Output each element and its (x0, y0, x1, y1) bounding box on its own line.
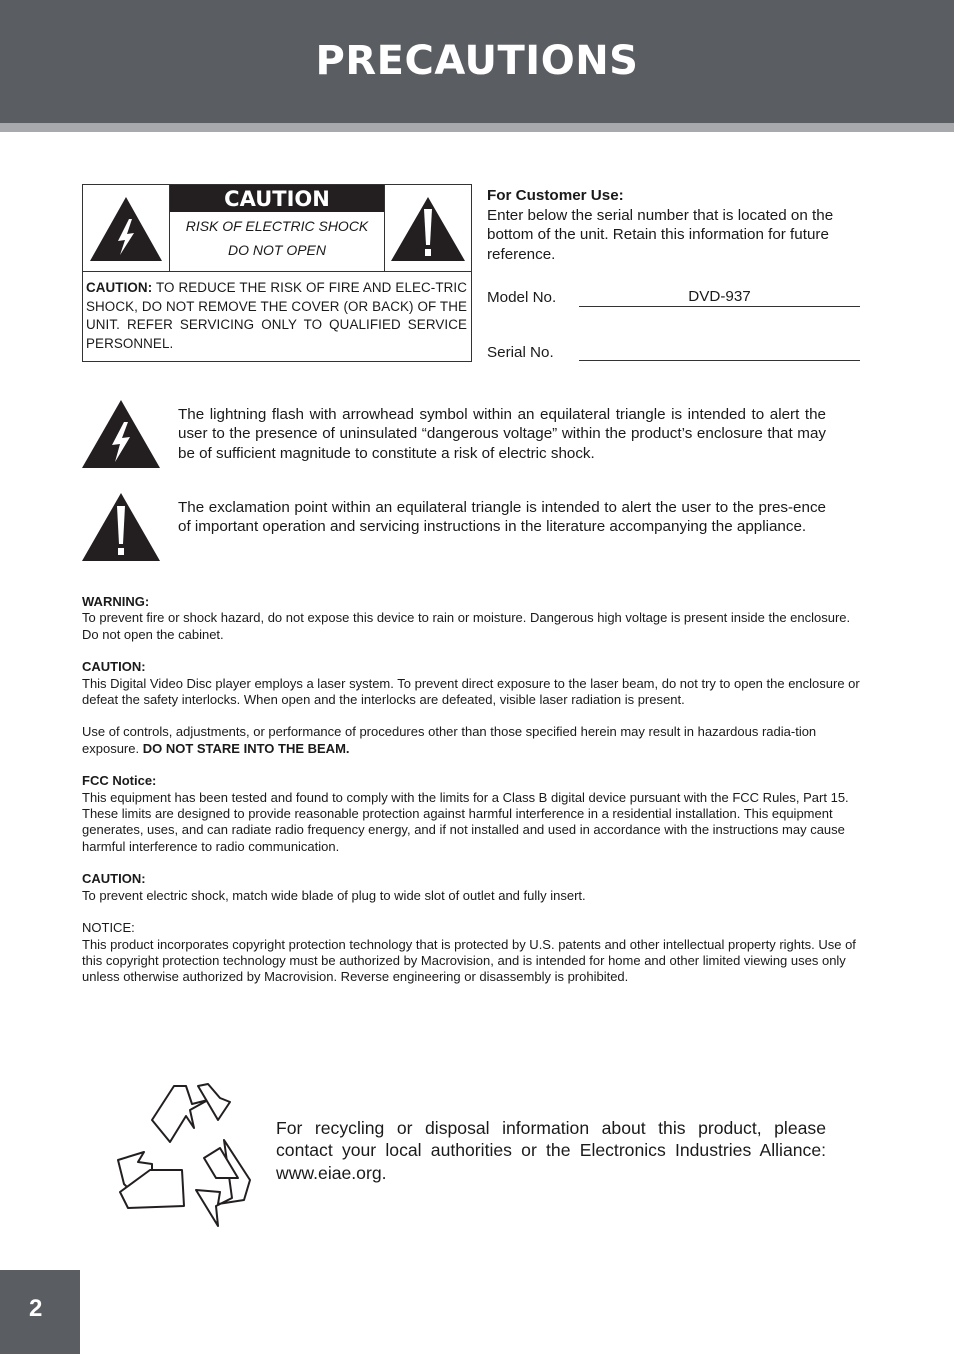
notice-text: This product incorporates copyright protection technology that is protected by U.S. patents and other intellectual property rights. Use of this copyright protection technology must be authorized by Macrovision, and is intended for home and other limited viewing uses only unless otherwise authorized by Macrovision. Reverse engineering or disassembly is prohibited. (82, 936, 856, 985)
caution-plug-heading: CAUTION: (82, 871, 146, 887)
exclamation-warning-icon (389, 195, 467, 263)
warning-heading: WARNING: (82, 594, 150, 609)
safety-notes (82, 594, 862, 1002)
caution-exclamation-cell (384, 185, 471, 271)
controls-bold: DO NOT STARE INTO THE BEAM. (139, 740, 350, 756)
caution-line-1: RISK OF ELECTRIC SHOCK (185, 218, 369, 234)
recycle-icon (112, 1080, 258, 1230)
caution-box-text-body: TO REDUCE THE RISK OF FIRE AND ELEC-TRIC SHOCK, DO NOT REMOVE THE COVER (OR BACK) OF THE UNIT. REFER SERVICING ONLY TO QUALIFIED SERVICE PERSONNEL. (86, 280, 467, 351)
caution-box-top (83, 185, 471, 272)
serial-field[interactable] (579, 342, 860, 361)
caution-laser-text: This Digital Video Disc player employs a laser system. To prevent direct exposure to the laser beam, do not try to open the enclosure or defeat the safety interlocks. When open and the interlocks are defeated, visible laser radiation is present. (82, 675, 860, 708)
exclamation-symbol-icon (82, 493, 160, 561)
customer-use-section (487, 186, 862, 264)
caution-line-2: DO NOT OPEN (227, 242, 326, 258)
page-number: 2 (29, 1295, 43, 1322)
caution-box (82, 184, 472, 362)
caution-laser-heading: CAUTION: (82, 659, 146, 675)
caution-box-text-label: CAUTION: (86, 280, 153, 295)
exclamation-symbol-text: The exclamation point within an equilateral triangle is intended to alert the user to the pres-ence of important operation and servicing instructions in the literature accompanying the appliance. (178, 499, 826, 536)
lightning-symbol-text: The lightning flash with arrowhead symbol within an equilateral triangle is intended to alert the user to the presence of uninsulated “dangerous voltage” within the product’s enclosure that may be of sufficient magnitude to constitute a risk of electric shock. (178, 406, 826, 462)
page-title: PRECAUTIONS (315, 38, 639, 84)
customer-use-text: Enter below the serial number that is located on the bottom of the unit. Retain this information for future reference. (487, 206, 834, 263)
caution-heading: CAUTION (170, 185, 384, 212)
header-stripe (0, 123, 954, 132)
customer-use-heading: For Customer Use: (487, 187, 624, 204)
controls-paragraph (82, 724, 862, 757)
caution-plug-text: To prevent electric shock, match wide blade of plug to wide slot of outlet and fully insert. (82, 887, 586, 903)
controls-text: Use of controls, adjustments, or performance of procedures other than those specified herein may result in hazardous radia-tion exposure. (82, 724, 817, 756)
lightning-warning-icon (88, 195, 164, 263)
caution-box-text (86, 279, 467, 353)
warning-text: To prevent fire or shock hazard, do not expose this device to rain or moisture. Dangerous high voltage is present inside the enclosure. Do not open the cabinet. (82, 610, 851, 642)
notice-heading: NOTICE: (82, 920, 135, 936)
serial-label: Serial No. (487, 344, 554, 361)
fcc-text: This equipment has been tested and found to comply with the limits for a Class B digital device pursuant with the FCC Rules, Part 15. These limits are designed to provide reasonable protection against harmful interference in a residential installation. This equipment generates, uses, and can radiate radio frequency energy, and if not installed and used in accordance with the instructions may cause harmful interference to radio communication. (82, 789, 849, 854)
lightning-symbol-icon (82, 400, 160, 468)
recycle-text: For recycling or disposal information about this product, please contact your local authorities or the Electronics Industries Alliance: www.eiae.org. (276, 1118, 826, 1183)
model-label: Model No. (487, 289, 557, 306)
fcc-heading: FCC Notice: (82, 773, 157, 789)
caution-label-cell (170, 185, 384, 271)
caution-lightning-cell (83, 185, 170, 271)
model-field[interactable]: DVD-937 (579, 288, 860, 307)
